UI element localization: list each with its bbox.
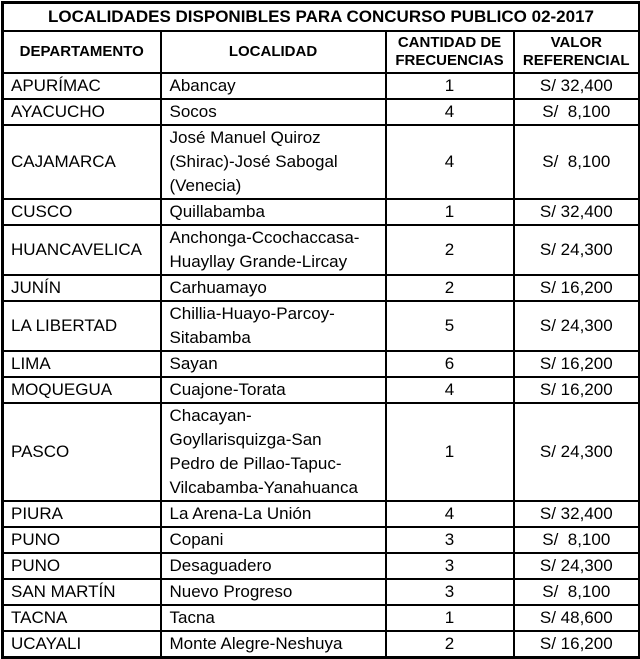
cell-frecuencias: 4 <box>386 377 514 403</box>
cell-valor: S/ 24,300 <box>514 553 640 579</box>
cell-localidad: Desaguadero <box>161 553 386 579</box>
cell-frecuencias: 2 <box>386 631 514 658</box>
cell-departamento: PUNO <box>3 527 161 553</box>
cell-departamento: MOQUEGUA <box>3 377 161 403</box>
cell-localidad: Quillabamba <box>161 199 386 225</box>
table-row <box>3 605 640 631</box>
cell-departamento: CAJAMARCA <box>3 125 161 199</box>
cell-frecuencias: 1 <box>386 605 514 631</box>
cell-localidad: Cuajone-Torata <box>161 377 386 403</box>
cell-frecuencias: 1 <box>386 199 514 225</box>
cell-valor: S/ 16,200 <box>514 377 640 403</box>
cell-valor: S/ 24,300 <box>514 403 640 501</box>
cell-departamento: APURÍMAC <box>3 73 161 99</box>
table-row <box>3 631 640 658</box>
table-row <box>3 199 640 225</box>
cell-valor: S/ 24,300 <box>514 301 640 351</box>
cell-valor: S/ 32,400 <box>514 73 640 99</box>
cell-frecuencias: 3 <box>386 527 514 553</box>
page-title: LOCALIDADES DISPONIBLES PARA CONCURSO PUBLICO 02-2017 <box>3 3 640 32</box>
cell-frecuencias: 5 <box>386 301 514 351</box>
cell-frecuencias: 6 <box>386 351 514 377</box>
cell-frecuencias: 4 <box>386 99 514 125</box>
cell-localidad: Anchonga-Ccochaccasa-Huayllay Grande-Lircay <box>161 225 386 275</box>
cell-valor: S/ 8,100 <box>514 579 640 605</box>
table-body <box>3 73 640 658</box>
cell-valor: S/ 8,100 <box>514 527 640 553</box>
cell-departamento: LIMA <box>3 351 161 377</box>
cell-departamento: PUNO <box>3 553 161 579</box>
column-header-valor-referencial: VALOR REFERENCIAL <box>514 31 640 73</box>
cell-valor: S/ 8,100 <box>514 125 640 199</box>
table-row <box>3 301 640 351</box>
localidades-table <box>1 1 640 659</box>
cell-frecuencias: 1 <box>386 403 514 501</box>
table-row <box>3 403 640 501</box>
cell-localidad: Abancay <box>161 73 386 99</box>
cell-departamento: TACNA <box>3 605 161 631</box>
cell-valor: S/ 16,200 <box>514 631 640 658</box>
cell-valor: S/ 24,300 <box>514 225 640 275</box>
table-row <box>3 377 640 403</box>
cell-frecuencias: 3 <box>386 553 514 579</box>
cell-departamento: AYACUCHO <box>3 99 161 125</box>
table-row <box>3 501 640 527</box>
cell-departamento: SAN MARTÍN <box>3 579 161 605</box>
cell-localidad: Copani <box>161 527 386 553</box>
cell-valor: S/ 32,400 <box>514 501 640 527</box>
cell-localidad: Carhuamayo <box>161 275 386 301</box>
cell-frecuencias: 2 <box>386 225 514 275</box>
cell-localidad: La Arena-La Unión <box>161 501 386 527</box>
cell-valor: S/ 16,200 <box>514 351 640 377</box>
cell-valor: S/ 16,200 <box>514 275 640 301</box>
cell-frecuencias: 4 <box>386 125 514 199</box>
table-row <box>3 125 640 199</box>
cell-frecuencias: 2 <box>386 275 514 301</box>
cell-localidad: Socos <box>161 99 386 125</box>
table-row <box>3 99 640 125</box>
cell-localidad: Tacna <box>161 605 386 631</box>
cell-localidad: Chacayan-Goyllarisquizga-San Pedro de Pillao-Tapuc-Vilcabamba-Yanahuanca <box>161 403 386 501</box>
cell-valor: S/ 48,600 <box>514 605 640 631</box>
table-row <box>3 73 640 99</box>
cell-departamento: CUSCO <box>3 199 161 225</box>
column-header-departamento: DEPARTAMENTO <box>3 31 161 73</box>
cell-localidad: Chillia-Huayo-Parcoy-Sitabamba <box>161 301 386 351</box>
table-row <box>3 553 640 579</box>
cell-departamento: HUANCAVELICA <box>3 225 161 275</box>
cell-departamento: PASCO <box>3 403 161 501</box>
cell-departamento: UCAYALI <box>3 631 161 658</box>
cell-departamento: PIURA <box>3 501 161 527</box>
cell-departamento: JUNÍN <box>3 275 161 301</box>
table-row <box>3 527 640 553</box>
cell-frecuencias: 3 <box>386 579 514 605</box>
cell-frecuencias: 1 <box>386 73 514 99</box>
cell-departamento: LA LIBERTAD <box>3 301 161 351</box>
cell-frecuencias: 4 <box>386 501 514 527</box>
column-header-cantidad-frecuencias: CANTIDAD DE FRECUENCIAS <box>386 31 514 73</box>
table-row <box>3 351 640 377</box>
title-row <box>3 3 640 32</box>
cell-localidad: Monte Alegre-Neshuya <box>161 631 386 658</box>
cell-localidad: José Manuel Quiroz (Shirac)-José Sabogal (Venecia) <box>161 125 386 199</box>
table-row <box>3 225 640 275</box>
cell-localidad: Nuevo Progreso <box>161 579 386 605</box>
table-row <box>3 275 640 301</box>
column-header-localidad: LOCALIDAD <box>161 31 386 73</box>
table-row <box>3 579 640 605</box>
cell-valor: S/ 8,100 <box>514 99 640 125</box>
cell-localidad: Sayan <box>161 351 386 377</box>
cell-valor: S/ 32,400 <box>514 199 640 225</box>
column-header-row <box>3 31 640 73</box>
